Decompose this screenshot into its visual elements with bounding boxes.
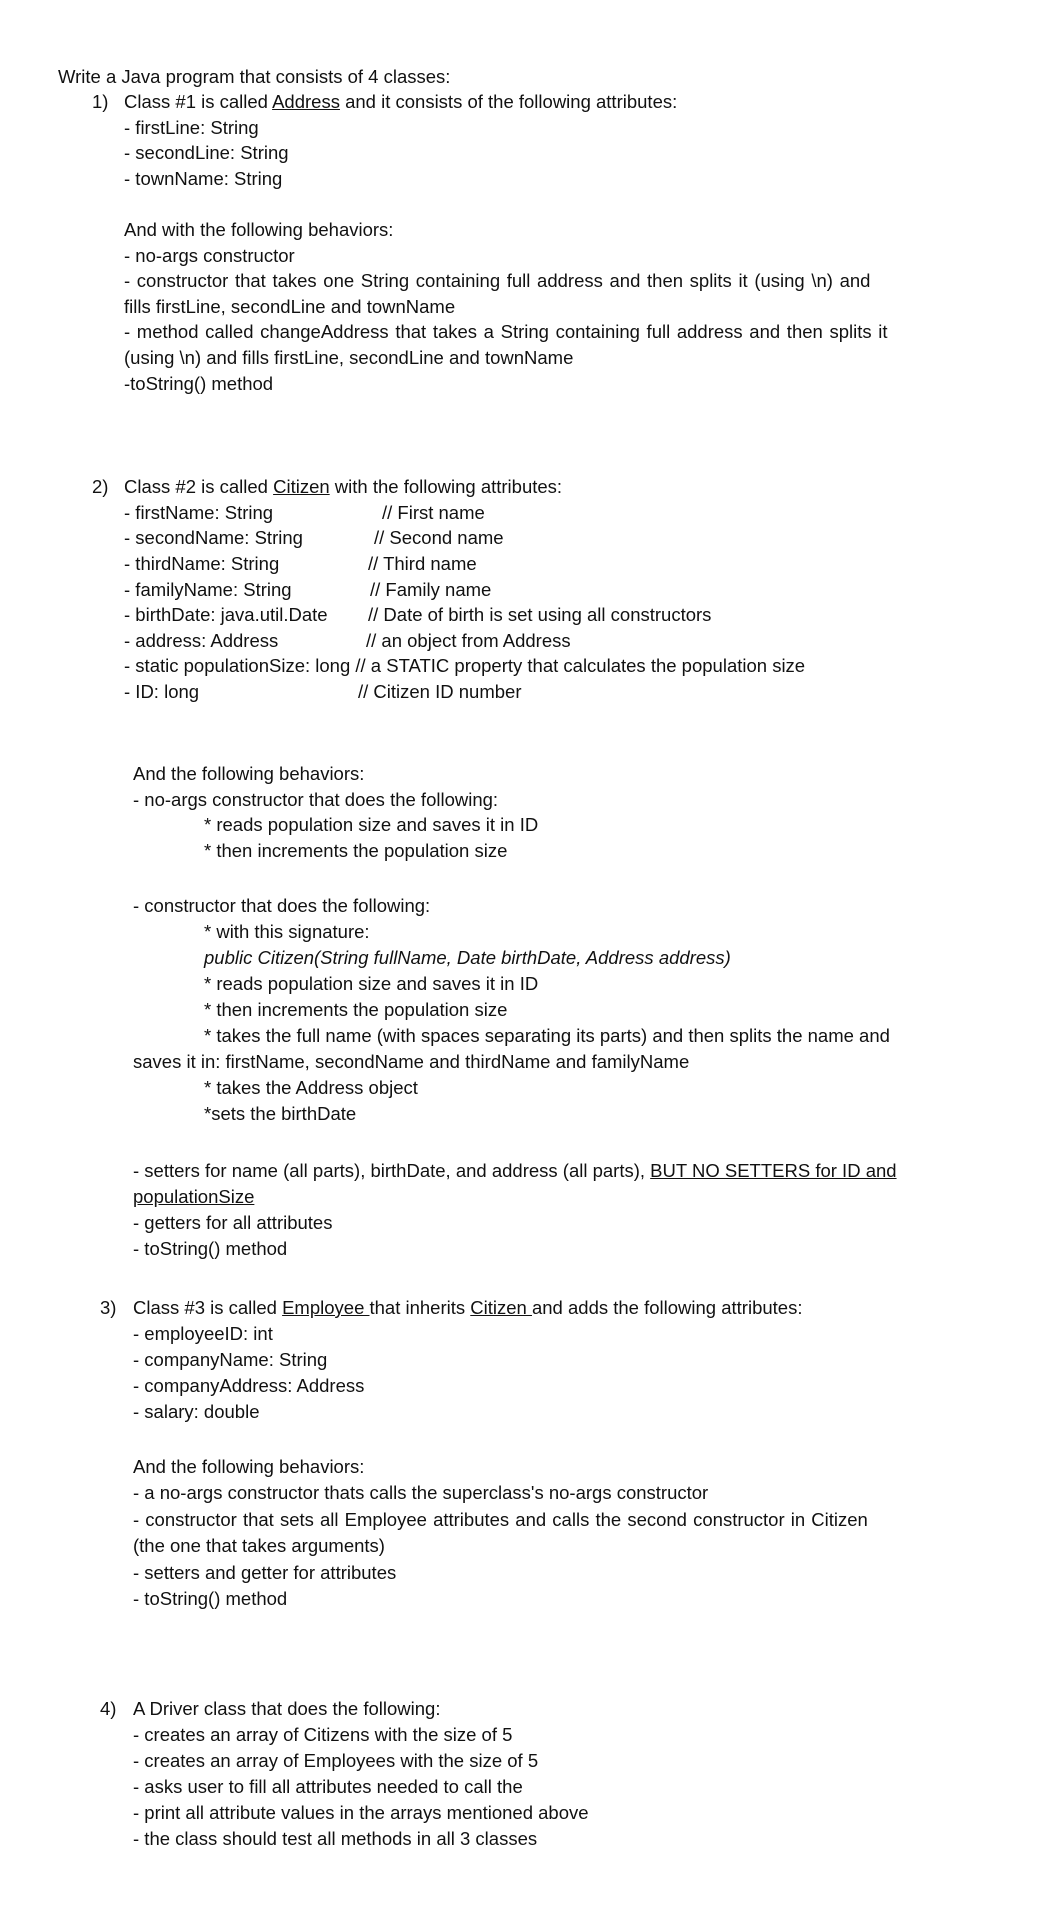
static-attr-line: - static populationSize: long // a STATIC property that calculates the population size [124,655,806,676]
behaviors-title: And with the following behaviors: [124,219,394,240]
attr-line: - firstLine: String [124,117,259,138]
attr-comment: // Date of birth is set using all constructors [368,604,712,625]
list-item: - asks user to fill all attributes needed to call the [133,1776,523,1797]
bullet-line: * reads population size and saves it in ID [204,814,539,835]
constructor-signature: public Citizen(String fullName, Date birthDate, Address address) [204,947,731,968]
bullet-line: * then increments the population size [204,840,508,861]
behavior-line: -toString() method [124,373,274,394]
section-3-heading: Class #3 is called Employee that inherits Citizen and adds the following attributes: [133,1297,803,1318]
bullet-line: * takes the full name (with spaces separating its parts) and then splits the name and [204,1025,890,1046]
class-name-citizen: Citizen [273,476,330,497]
list-item: - the class should test all methods in all 3 classes [133,1828,538,1849]
behavior-line: - no-args constructor [124,245,295,266]
behavior-line: - method called changeAddress that takes a String containing full address and then splits it [124,321,888,342]
behavior-line: - constructor that sets all Employee attributes and calls the second constructor in Citizen [133,1509,868,1530]
list-item: - creates an array of Employees with the size of 5 [133,1750,539,1771]
behavior-line: - toString() method [133,1588,288,1609]
class-name-citizen-parent: Citizen [470,1297,532,1318]
behavior-line: - getters for all attributes [133,1212,333,1233]
attr-comment: // Family name [370,579,492,600]
attr-line: - townName: String [124,168,283,189]
class-name-employee: Employee [282,1297,370,1318]
bullet-line: * then increments the population size [204,999,508,1020]
list-item: - print all attribute values in the arrays mentioned above [133,1802,589,1823]
section-1-heading: Class #1 is called Address and it consists of the following attributes: [124,91,678,112]
behavior-line: (the one that takes arguments) [133,1535,385,1556]
section-2-number: 2) [92,476,109,497]
setters-line: - setters for name (all parts), birthDate, and address (all parts), BUT NO SETTERS for ID and [133,1160,897,1181]
behavior-line: - no-args constructor that does the following: [133,789,499,810]
section-4-number: 4) [100,1698,117,1719]
attr-comment: // Citizen ID number [358,681,522,702]
attr-comment: // First name [382,502,485,523]
behaviors-title: And the following behaviors: [133,1456,365,1477]
setters-warning: BUT NO SETTERS for ID and [650,1160,897,1181]
attr-line: - employeeID: int [133,1323,273,1344]
behaviors-title: And the following behaviors: [133,763,365,784]
attr-name: - firstName: String [124,502,274,523]
attr-line: - companyAddress: Address [133,1375,365,1396]
attr-name: - ID: long [124,681,200,702]
attr-name: - secondName: String [124,527,303,548]
attr-name: - address: Address [124,630,279,651]
behavior-line: - toString() method [133,1238,288,1259]
section-3-number: 3) [100,1297,117,1318]
behavior-line: fills firstLine, secondLine and townName [124,296,456,317]
behavior-line: (using \n) and fills firstLine, secondLine and townName [124,347,574,368]
behavior-line: - setters and getter for attributes [133,1562,397,1583]
setters-warning-cont: populationSize [133,1186,255,1207]
behavior-line: - constructor that takes one String containing full address and then splits it (using \n) and [124,270,871,291]
section-4-heading: A Driver class that does the following: [133,1698,441,1719]
attr-name: - birthDate: java.util.Date [124,604,328,625]
bullet-line: *sets the birthDate [204,1103,357,1124]
attr-comment: // Second name [374,527,504,548]
section-1-number: 1) [92,91,109,112]
list-item: - creates an array of Citizens with the size of 5 [133,1724,513,1745]
attr-line: - companyName: String [133,1349,328,1370]
section-2-heading: Class #2 is called Citizen with the following attributes: [124,476,563,497]
class-name-address: Address [272,91,340,112]
attr-name: - thirdName: String [124,553,280,574]
bullet-line: * reads population size and saves it in ID [204,973,539,994]
attr-comment: // Third name [368,553,477,574]
attr-line: - secondLine: String [124,142,289,163]
behavior-line: - constructor that does the following: [133,895,431,916]
bullet-line: * takes the Address object [204,1077,418,1098]
attr-name: - familyName: String [124,579,292,600]
attr-line: - salary: double [133,1401,260,1422]
bullet-line: saves it in: firstName, secondName and thirdName and familyName [133,1051,690,1072]
behavior-line: - a no-args constructor thats calls the superclass's no-args constructor [133,1482,709,1503]
intro-text: Write a Java program that consists of 4 classes: [58,66,451,87]
attr-comment: // an object from Address [366,630,571,651]
bullet-line: * with this signature: [204,921,370,942]
